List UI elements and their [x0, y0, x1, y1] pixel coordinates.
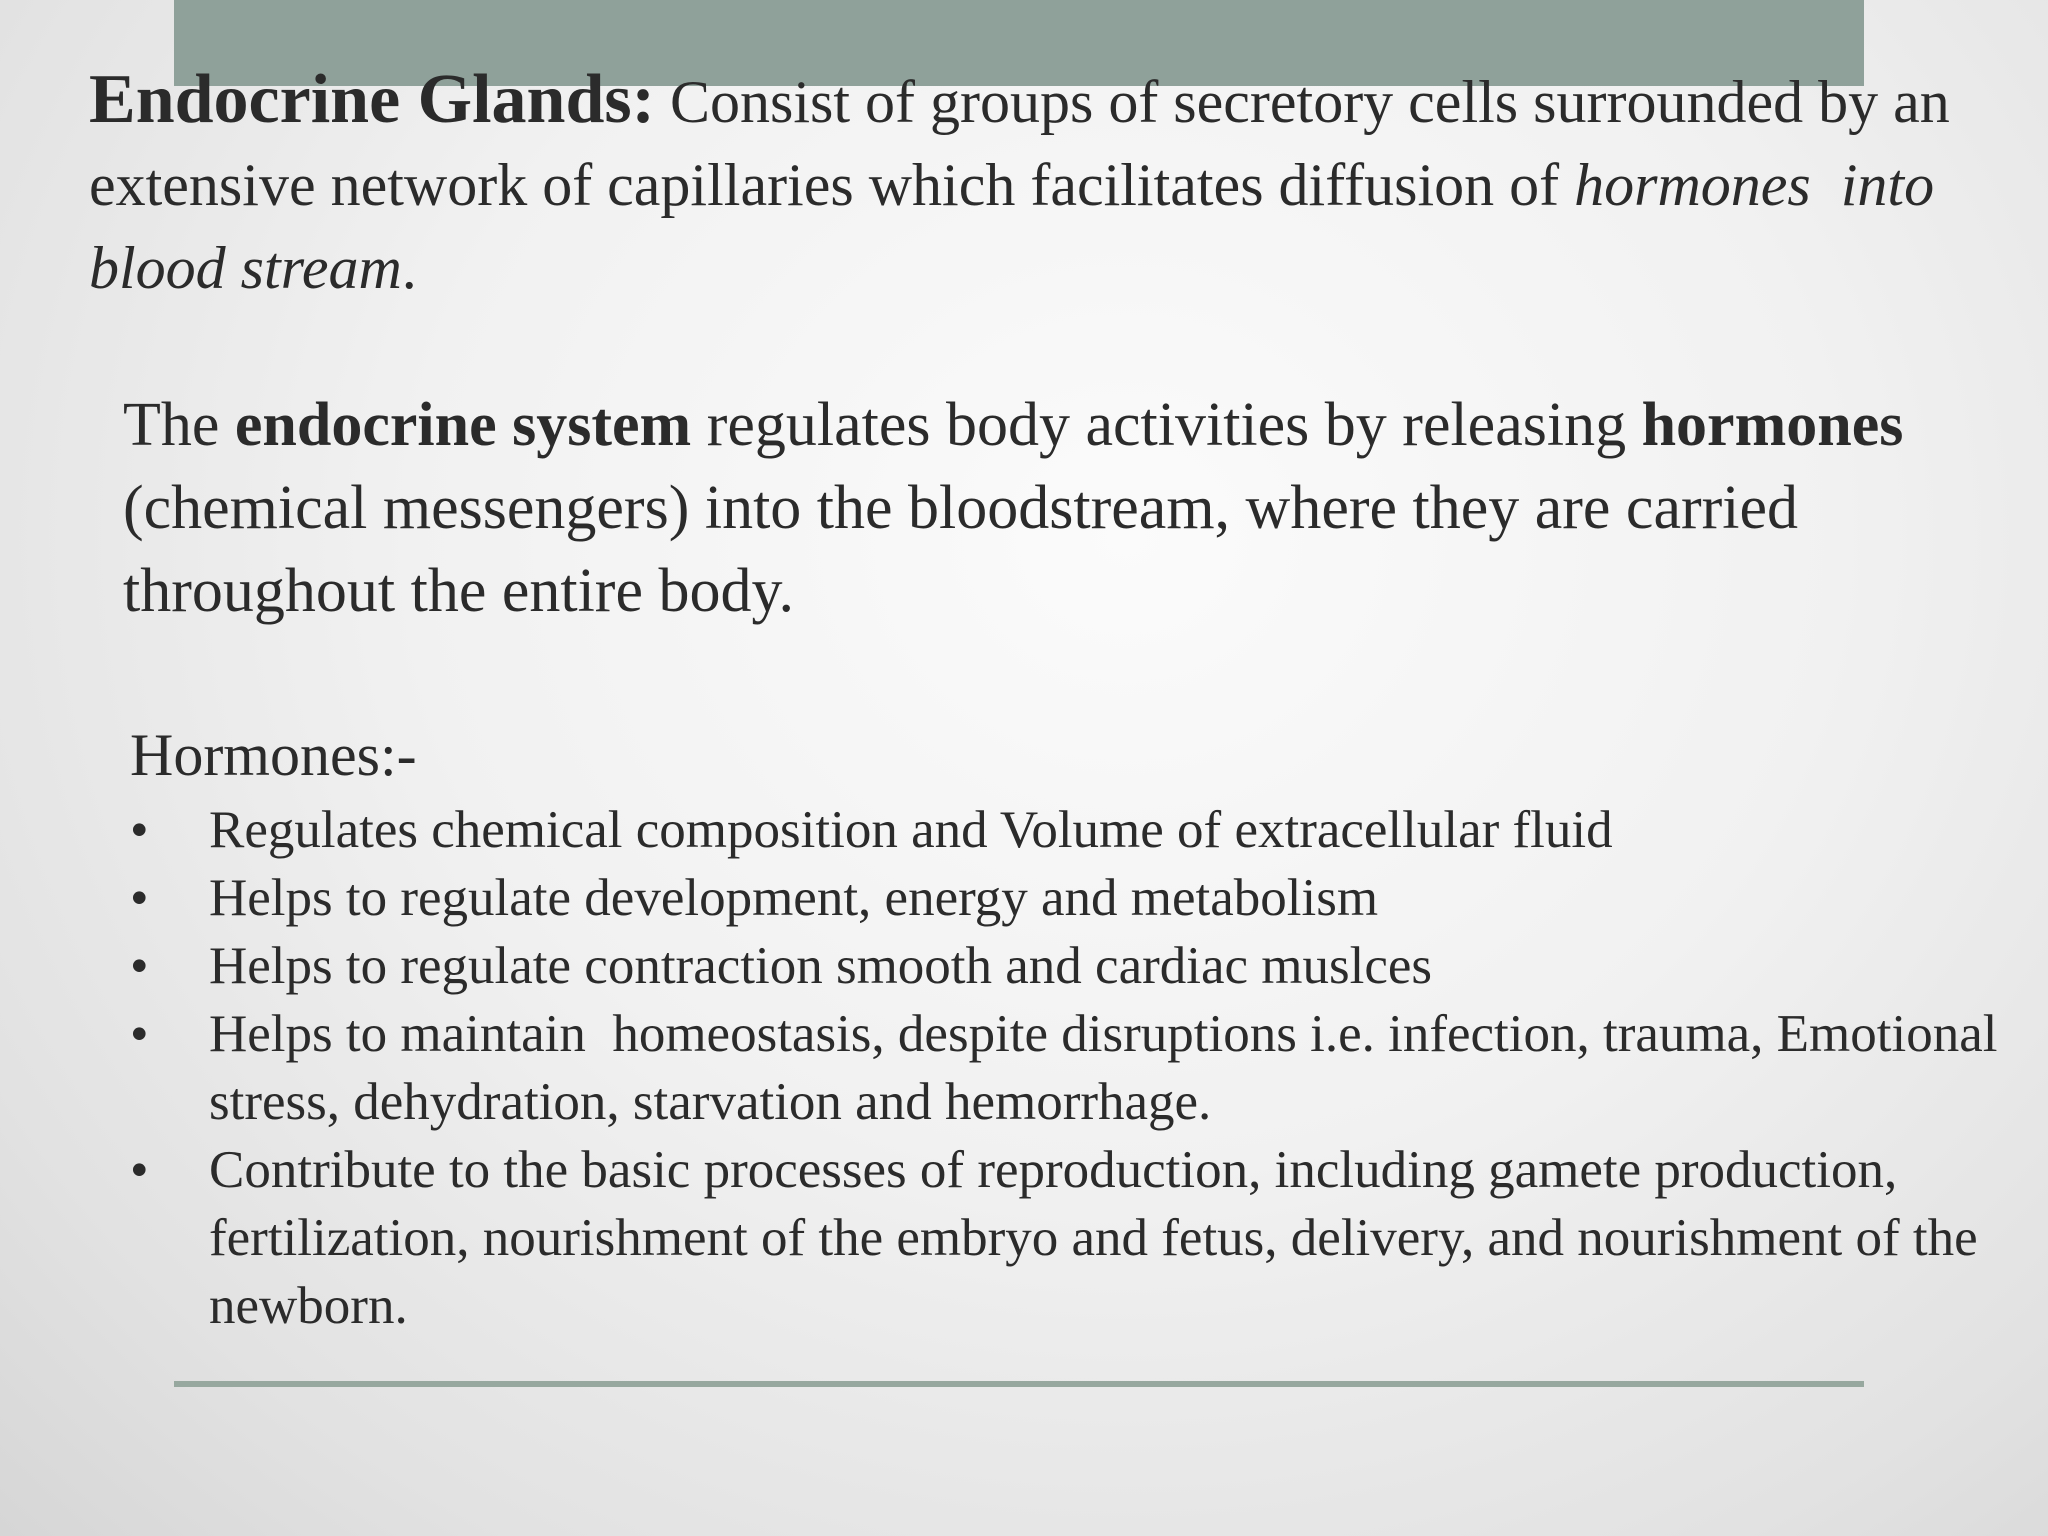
list-item: [130, 1000, 2010, 1136]
glands-text-end: .: [401, 235, 417, 301]
list-item: [130, 864, 2010, 932]
hormones-bold-term: hormones: [1641, 391, 1904, 459]
endocrine-glands-paragraph: [89, 58, 2019, 310]
list-item-text: Helps to regulate development, energy and metabolism: [209, 869, 1379, 927]
glands-text: Consist of groups of secretory cells surrounded by an extensive network of capillaries which facilitates diffusion of: [89, 69, 1965, 218]
bullet-icon: •: [130, 801, 149, 859]
list-item-text: Helps to maintain homeostasis, despite disruptions i.e. infection, trauma, Emotional stress, dehydration, starvation and hemorrhage.: [209, 1005, 2011, 1131]
bullet-icon: •: [130, 869, 149, 927]
system-text-2: regulates body activities by releasing: [691, 391, 1642, 459]
bottom-divider: [174, 1381, 1864, 1387]
system-text-3: (chemical messengers) into the bloodstream, where they are carried throughout the entire body.: [123, 391, 1919, 625]
list-item: [130, 932, 2010, 1000]
glands-italic-text: hormones into blood stream: [89, 152, 1950, 301]
list-item: [130, 1136, 2010, 1340]
hormones-bullet-list: [130, 796, 2010, 1340]
bullet-icon: •: [130, 1141, 149, 1199]
system-text-1: The: [123, 391, 235, 459]
bullet-icon: •: [130, 1005, 149, 1063]
endocrine-glands-heading: Endocrine Glands:: [89, 61, 655, 138]
hormones-heading: Hormones:-: [130, 722, 417, 788]
system-bold-term: endocrine system: [234, 391, 692, 459]
list-item-text: Helps to regulate contraction smooth and cardiac muslces: [209, 937, 1433, 995]
list-item-text: Regulates chemical composition and Volume of extracellular fluid: [209, 801, 1613, 859]
list-item: [130, 796, 2010, 864]
endocrine-system-paragraph: [123, 384, 2023, 633]
list-item-text: Contribute to the basic processes of reproduction, including gamete production, fertilization, nourishment of the embryo and fetus, delivery, and nourishment of the newborn.: [209, 1141, 1978, 1335]
bullet-icon: •: [130, 937, 149, 995]
